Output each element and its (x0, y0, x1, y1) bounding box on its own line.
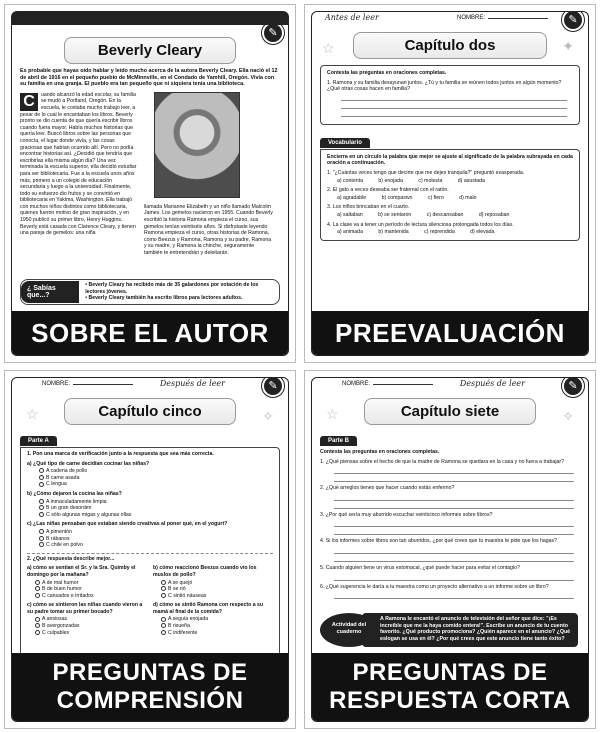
answer-line[interactable] (334, 474, 574, 482)
answer-option[interactable]: d) malo (459, 194, 477, 201)
name-label: NOMBRE: (42, 381, 71, 387)
answer-line[interactable] (334, 527, 574, 535)
answer-line[interactable] (334, 493, 574, 501)
answer-option[interactable]: C culpables (35, 630, 147, 637)
page-thumbnail-preevaluacion[interactable] (304, 4, 596, 363)
answer-option[interactable]: B risueña (161, 623, 273, 630)
answer-option[interactable]: b) compasivo (381, 194, 413, 201)
short-answer-item: 2. ¿Qué arreglos tienes que hacer cuando estás enfermo? (320, 485, 580, 509)
banner-line-1: PREGUNTAS DE (352, 659, 548, 686)
grid-question: a) cómo se sentían el Sr. y la Sra. Quimby el domingo por la mañana? A de mal humor B de buen humor C cansados e irritados (27, 562, 147, 599)
did-you-know-label: ¿ Sabías que...? (21, 281, 79, 303)
fact-item: • Beverly Cleary ha recibido más de 35 galardones por votación de los lectores jóvenes. (85, 282, 259, 295)
worksheet-page (11, 11, 289, 356)
bio-column-1 (20, 92, 138, 257)
grid-question: d) cómo se sintió Ramona con respecto a su mamá al final de la comida? A seguía enojada B risueña C indiferente (153, 599, 273, 636)
series-tag: Después de leer (157, 379, 228, 388)
section-banner (12, 653, 288, 721)
answer-option[interactable]: d) asustada (457, 177, 485, 184)
vocab-item: 2. El gato a veces deseaba ser fraternal con el ratón. a) agradable b) compasivo c) fiero d) malo (327, 187, 477, 201)
instructions: 1. Pon una marca de verificación junto a la respuesta que sea más correcta. (27, 451, 214, 457)
star-doodle-icon: ✧ (262, 408, 274, 424)
bio-text-2: llamada Marianne Elizabeth y un niño llamado Malcolm James. Los gemelos nacieron en 1955. Cuando Beverly escribió la historia Ramona empieza el curso, sus gemelos tenían veintiséis años. Si disfrutaste leyendo Ramona empieza el curso, otras historias de Ramona, como Beezus y Ramona, Ramona y su padre, Ramona y su madre, y Ramona la chinche, seguramente también te entretendrán y deleitarán. (144, 203, 273, 256)
questions-box (20, 447, 280, 657)
worksheet-page (311, 11, 589, 356)
answer-line[interactable] (334, 554, 574, 562)
answer-option[interactable]: d) elevada (470, 229, 495, 236)
page-title: Capítulo dos (353, 32, 546, 59)
answer-line[interactable] (334, 501, 574, 509)
section-banner (312, 653, 588, 721)
author-photo (154, 92, 240, 198)
intro-paragraph: Es probable que hayas oído hablar y leído mucho acerca de la autora Beverly Cleary. Ella nació el 12 de abril de 1916 en el pequeño pueblo de McMinnville, en el Condado de Yamhill, Oregón. Vivía con su familia en una granja. El pueblo era tan pequeño que ni siquiera tenía una biblioteca. (20, 68, 278, 88)
answer-option[interactable]: A seguía enojada (161, 616, 273, 623)
answer-option[interactable]: A ansiosas (35, 616, 147, 623)
answer-option[interactable]: C sólo algunas migas y algunas ollas (39, 512, 273, 519)
vocabulary-tab: Vocabulario (320, 138, 370, 148)
notebook-activity-text: A Ramona le encantó el anuncio de televisión del señor que dice: "¡Es increíble que me la haya comido entera!". Escribe un anuncio de tu cuento favorito. ¿Qué producto promociona? ¿Quién aparece en el anuncio? ¿Qué eslogan se usa en él? ¿Por qué crees que este anuncio tiene tanto éxito? (362, 613, 578, 647)
star-doodle-icon: ☆ (26, 406, 39, 422)
did-you-know-box (20, 279, 280, 305)
answer-option[interactable]: B un gran desorden (39, 505, 273, 512)
answer-option[interactable]: c) descansaban (426, 211, 464, 218)
answer-option[interactable]: A cadena de pollo (39, 468, 273, 475)
part-tab: Parte B (320, 436, 357, 446)
series-tag: Cuadro de sucesos (25, 13, 102, 22)
name-label: NOMBRE: (342, 381, 371, 387)
answer-option[interactable]: d) reposaban (478, 211, 510, 218)
series-tag: Antes de leer (322, 13, 382, 22)
grid-question: b) cómo reaccionó Beezus cuando vio los muslos de pollo? A se quejó B se rió C sintió náuseas (153, 562, 273, 599)
answer-line[interactable] (334, 546, 574, 554)
series-tag: Después de leer (457, 379, 528, 388)
answer-option[interactable]: B carne asada (39, 475, 273, 482)
answer-option[interactable]: B de buen humor (35, 586, 147, 593)
vocabulary-box (320, 149, 580, 241)
answer-option[interactable]: B rábanos (39, 536, 273, 543)
instructions: Contesta las preguntas en oraciones completas. (320, 449, 440, 455)
bio-column-2 (144, 92, 274, 257)
answer-option[interactable]: c) fiero (427, 194, 444, 201)
vocab-item: 4. La clase va a tener un período de lectura silenciosa prolongada todos los días. a) animada b) mantenida c) reprendida d) elevada (327, 221, 514, 236)
part-tab: Parte A (20, 436, 57, 446)
answer-option[interactable]: a) agradable (337, 194, 367, 201)
worksheet-page (11, 377, 289, 722)
section-banner: SOBRE EL AUTOR (12, 311, 288, 355)
answer-option[interactable]: a) saltaban (337, 211, 363, 218)
answer-line[interactable] (334, 519, 574, 527)
answer-line[interactable] (334, 573, 574, 581)
page-title: Beverly Cleary (64, 37, 235, 64)
short-answer-item: 4. Si los informes sobre libros son tan aburridos, ¿por qué crees que tu maestra te pide que los hagas? (320, 538, 580, 562)
name-field (457, 15, 548, 21)
answer-option[interactable]: A pimentón (39, 529, 273, 536)
page-thumbnail-sobre-el-autor[interactable] (4, 4, 296, 363)
answer-option[interactable]: b) mantenida (378, 229, 409, 236)
fact-item: • Beverly Cleary también ha escrito libros para lectores adultos. (85, 295, 243, 302)
pencil-icon: ✎ (562, 377, 584, 397)
banner-line-2: RESPUESTA CORTA (329, 687, 571, 714)
answer-option[interactable]: C chile en polvo (39, 542, 273, 549)
short-answer-item: 5. Cuando alguien tiene un virus estomacal, ¿qué puede hacer para evitar el contagio? (320, 565, 580, 581)
answer-line[interactable] (334, 591, 574, 599)
answer-option[interactable]: a) animada (337, 229, 363, 236)
answer-option[interactable]: A inmaculadamente limpia (39, 499, 273, 506)
star-doodle-icon: ✦ (562, 38, 574, 54)
notebook-activity-badge: Actividad del cuaderno (320, 613, 378, 647)
answer-option[interactable]: c) reprendida (424, 229, 455, 236)
answer-option[interactable]: a) contenta (337, 177, 363, 184)
section-banner: PREEVALUACIÓN (312, 311, 588, 355)
question: b) ¿Cómo dejaron la cocina las niñas? (27, 490, 122, 497)
question: c) ¿Las niñas pensaban que estaban siendo creativas al poner qué, en el yogurt? (27, 521, 228, 528)
drop-cap: C (20, 93, 38, 111)
page-thumbnail-respuesta-corta[interactable] (304, 370, 596, 729)
pencil-icon: ✎ (562, 11, 584, 31)
answer-option[interactable]: c) molesta (418, 177, 443, 184)
answer-option[interactable]: A se quejó (161, 580, 273, 587)
worksheet-page (311, 377, 589, 722)
name-field (342, 381, 433, 387)
answer-option[interactable]: C sintió náuseas (161, 593, 273, 600)
page-title: Capítulo cinco (64, 398, 235, 425)
instructions: Contesta las preguntas en oraciones completas. (327, 70, 447, 76)
question-heading: 2. ¿Qué respuesta describe mejor... (27, 555, 115, 562)
answer-option[interactable]: B avergonzadas (35, 623, 147, 630)
question: 1. Ramona y su familia desayunan juntos. ¿Tú y tu familia se reúnen todos juntos en algún momento? ¿Qué otras cosas hacen en familia? (327, 79, 562, 93)
answer-option[interactable]: b) se sentaron (378, 211, 412, 218)
answer-option[interactable]: C lengua (39, 481, 273, 488)
star-doodle-icon: ☆ (326, 406, 339, 422)
name-field (42, 381, 133, 387)
answer-option[interactable]: b) enojada (378, 177, 403, 184)
bio-text: uando alcanzó la edad escolar, su familia se mudó a Portland, Oregón. En la escuela, le costaba mucho trabajo leer, a pesar de lo cual le encantaban los libros. Beverly pronto se dio cuenta de que quería escribir libros cuando fuera mayor. Había muchos historias que quería leer. Buscó libros sobre las personas que conocía, el lugar donde vivía, y las cosas graciosas que habían ocurrido allí. Pero no podía encontrar historias así. ¿Decidió que tendría que escribirlas ella misma algún día? Una vez terminada la escuela superior, ella decidió estudiar para ser bibliotecaria. Fue a la escuela unos años más, primero a un colegio de educación secundaria y luego a la universidad. Finalmente, todo su esfuerzo dio frutos y se convirtió en bibliotecaria en Yakima, Washington. Ella trabajó con muchos niños distintos como bibliotecaria, quienes fueron motivo de gran inspiración, y en 1950 publicó su primer libro, Henry Huggins. Beverly está casada con Clarence Cleary, y tienen una pareja de gemelos: una niña (20, 91, 137, 237)
instructions: Encierra en un círculo la palabra que mejor se ajuste al significado de la palabra subrayada en cada oración a continuación. (327, 153, 573, 167)
banner-line-1: PREGUNTAS DE (52, 659, 248, 686)
name-label: NOMBRE: (456, 15, 485, 21)
grid-question: c) cómo se sintieron las niñas cuando vieron a su padre tomar su primer bocado? A ansiosas B avergonzadas C culpables (27, 599, 147, 636)
question: a) ¿Qué tipo de carne decidían cocinar las niñas? (27, 460, 150, 467)
questions-box (320, 65, 580, 125)
star-doodle-icon: ☆ (322, 40, 335, 56)
pencil-icon: ✎ (262, 22, 284, 44)
pencil-icon: ✎ (262, 377, 284, 397)
short-answer-item: 3. ¿Por qué sería muy aburrido escuchar veinticinco informes sobre libros? (320, 512, 580, 536)
answer-option[interactable]: C indiferente (161, 630, 273, 637)
page-thumbnail-comprension[interactable] (4, 370, 296, 729)
answer-option[interactable]: B se rió (161, 586, 273, 593)
short-answer-item: 1. ¿Qué piensas sobre el hecho de que la madre de Ramona se quedara en la casa y no fuera a trabajar? (320, 459, 580, 483)
short-answer-item: 6. ¿Qué sugerencia le daría a tu maestra como un proyecto alternativo a un informe sobre un libro? (320, 584, 580, 600)
vocab-item: 3. Los niños brincaban en el cuarto. a) saltaban b) se sentaron c) descansaban d) reposaban (327, 204, 510, 218)
page-title: Capítulo siete (364, 398, 535, 425)
star-doodle-icon: ✧ (562, 408, 574, 424)
banner-line-2: COMPRENSIÓN (56, 687, 244, 714)
answer-option[interactable]: A de mal humor (35, 580, 147, 587)
vocab-item: 1. "¿Cuántas veces tengo que decirte que me dejes tranquila?" preguntó exasperada. a) contenta b) enojada c) molesta d) asustada (327, 169, 525, 184)
answer-line[interactable] (334, 466, 574, 474)
answer-option[interactable]: C cansados e irritados (35, 593, 147, 600)
